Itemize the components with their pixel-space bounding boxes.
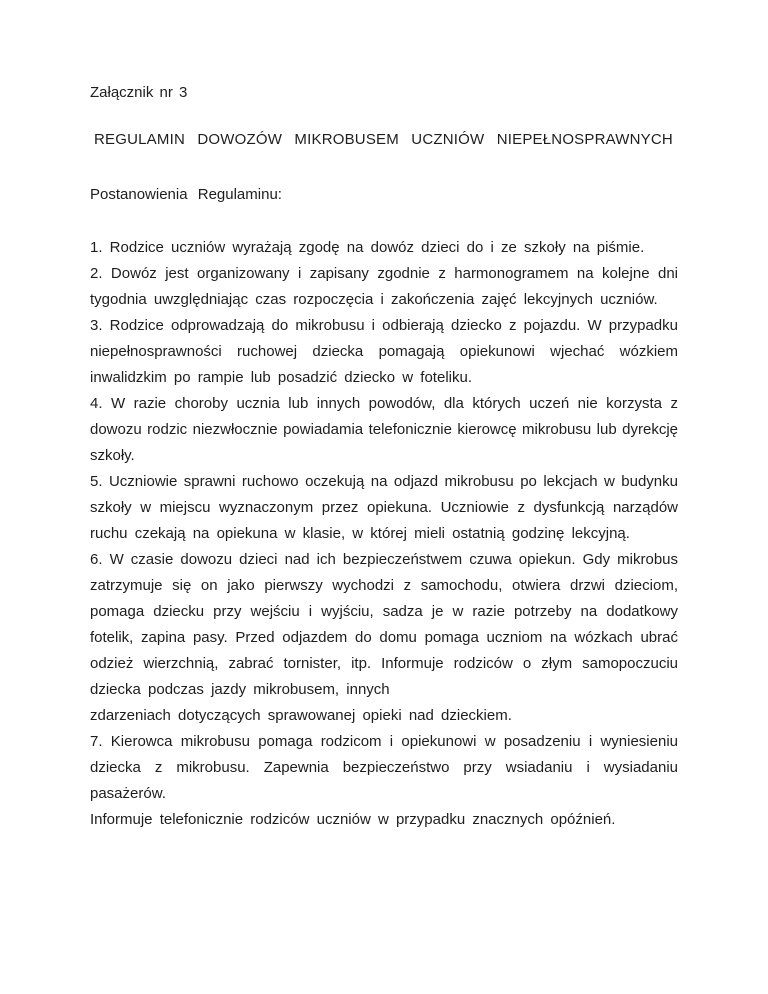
document-body [90,235,678,833]
document-line: dziecka podczas jazdy mikrobusem, innych [90,681,390,698]
document-line: pomaga dziecku przy wejściu i wyjściu, sadza je w razie potrzeby na dodatkowy [90,603,678,620]
document-line: 4. W razie choroby ucznia lub innych powodów, dla których uczeń nie korzysta z [90,395,678,412]
document-title: REGULAMIN DOWOZÓW MIKROBUSEM UCZNIÓW NIEPEŁNOSPRAWNYCH [94,131,673,148]
paragraph-4 [90,391,678,469]
paragraph-5 [90,469,678,547]
document-subtitle: Postanowienia Regulaminu: [90,186,282,203]
document-line: 6. W czasie dowozu dzieci nad ich bezpieczeństwem czuwa opiekun. Gdy mikrobus [90,551,678,568]
document-line: niepełnosprawności ruchowej dziecka pomagają opiekunowi wjechać wózkiem [90,343,678,360]
document-line: szkoły. [90,447,135,464]
document-line: 2. Dowóz jest organizowany i zapisany zgodnie z harmonogramem na kolejne dni [90,265,678,282]
document-line: ruchu czekają na opiekuna w klasie, w której mieli ostatnią godzinę lekcyjną. [90,525,630,542]
paragraph-1 [90,235,678,261]
paragraph-2 [90,261,678,313]
document-line: 7. Kierowca mikrobusu pomaga rodzicom i opiekunowi w posadzeniu i wyniesieniu [90,733,678,750]
document-line: 3. Rodzice odprowadzają do mikrobusu i odbierają dziecko z pojazdu. W przypadku [90,317,678,334]
document-line: zatrzymuje się on jako pierwszy wychodzi z samochodu, otwiera drzwi dzieciom, [90,577,678,594]
document-line: dziecka z mikrobusu. Zapewnia bezpieczeństwo przy wsiadaniu i wysiadaniu pasażerów. [90,759,678,802]
paragraph-7 [90,729,678,833]
paragraph-6 [90,547,678,729]
document-line: inwalidzkim po rampie lub posadzić dziecko w foteliku. [90,369,472,386]
document-content [90,0,678,833]
document-line: Informuje telefonicznie rodziców uczniów w przypadku znacznych opóźnień. [90,811,616,828]
document-line: odzież wierzchnią, zabrać tornister, itp. Informuje rodziców o złym samopoczuciu [90,655,678,672]
document-line: szkoły w miejscu wyznaczonym przez opiekuna. Uczniowie z dysfunkcją narządów [90,499,678,516]
document-line: tygodnia uwzględniając czas rozpoczęcia i zakończenia zajęć lekcyjnych uczniów. [90,291,658,308]
document-line: 5. Uczniowie sprawni ruchowo oczekują na odjazd mikrobusu po lekcjach w budynku [90,473,678,490]
paragraph-3 [90,313,678,391]
document-line: 1. Rodzice uczniów wyrażają zgodę na dowóz dzieci do i ze szkoły na piśmie. [90,239,645,256]
attachment-label: Załącznik nr 3 [90,84,188,101]
document-line: fotelik, zapina pasy. Przed odjazdem do domu pomaga uczniom na wózkach ubrać [90,629,678,646]
document-line: dowozu rodzic niezwłocznie powiadamia telefonicznie kierowcę mikrobusu lub dyrekcję [90,421,678,438]
document-line: zdarzeniach dotyczących sprawowanej opieki nad dzieckiem. [90,707,512,724]
